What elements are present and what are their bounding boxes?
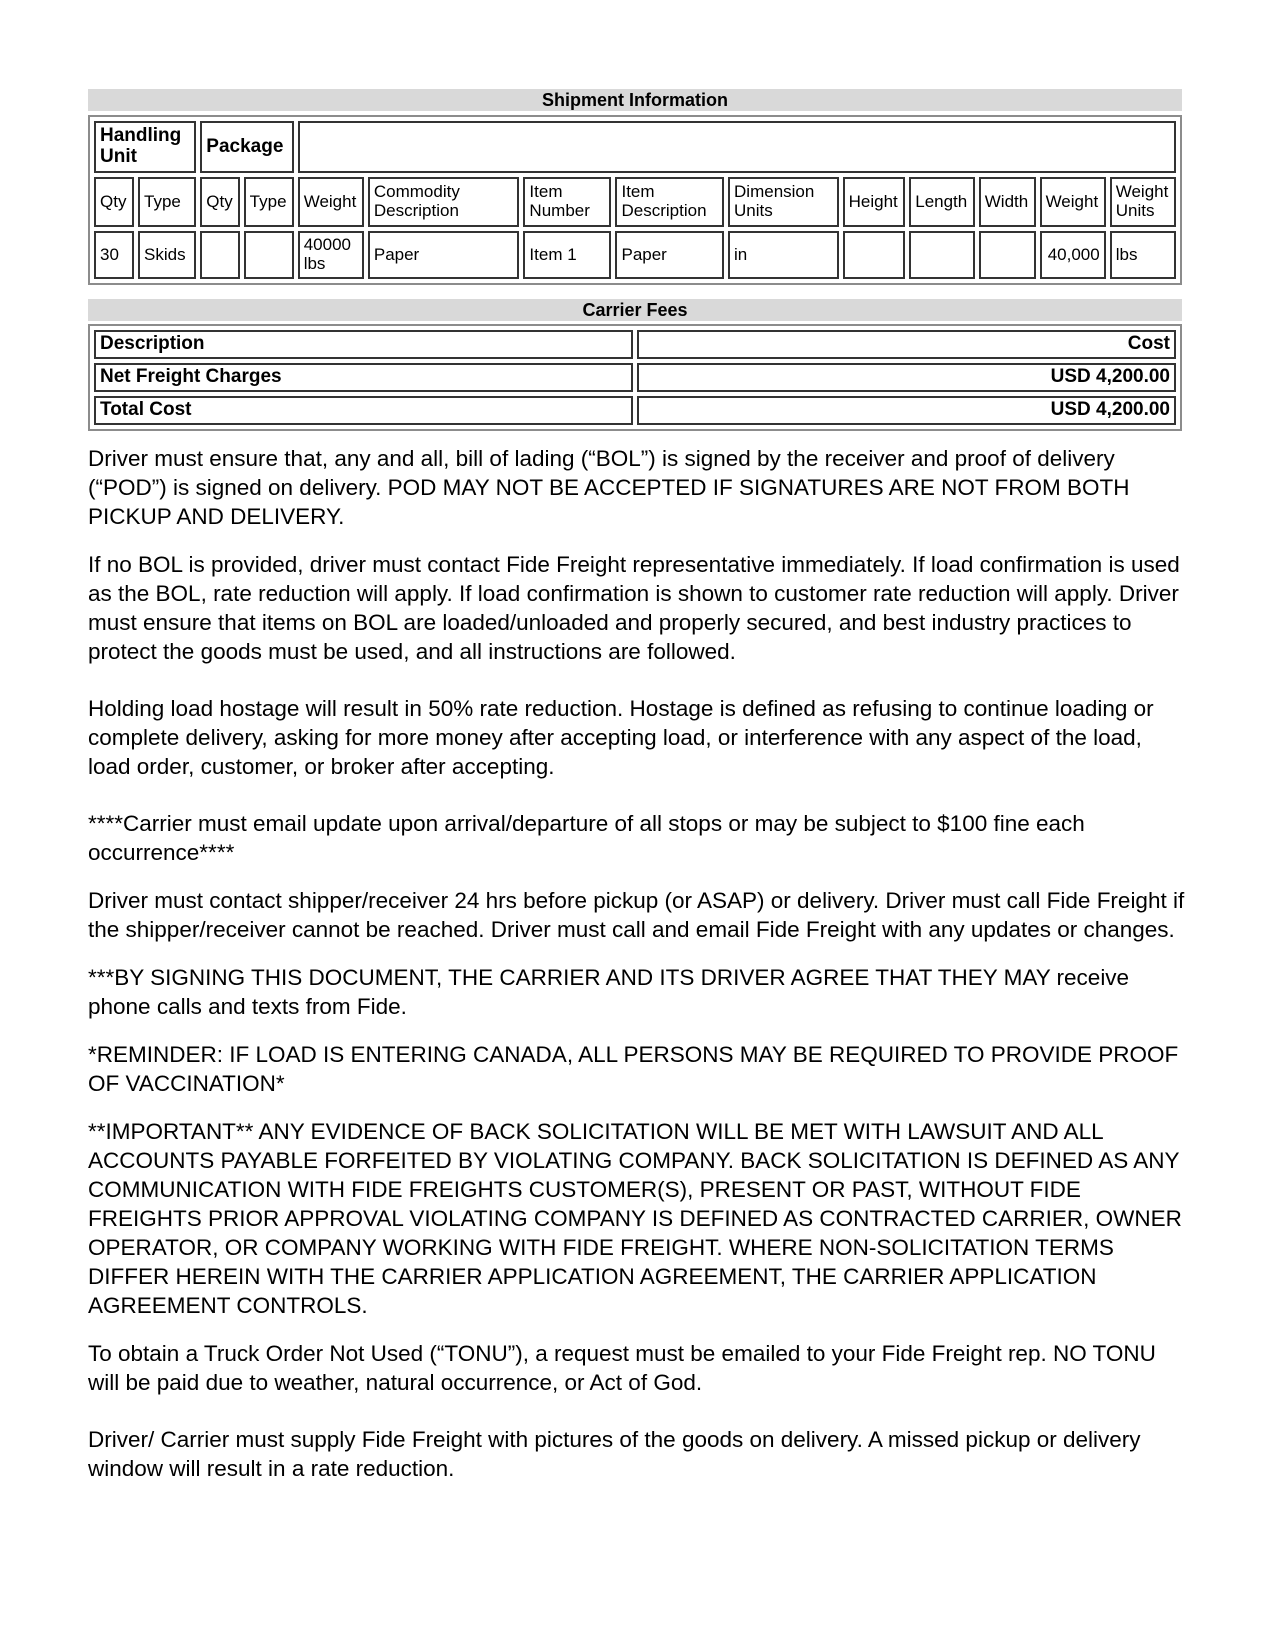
column-header: Weight	[1040, 177, 1106, 227]
terms-paragraph: Driver/ Carrier must supply Fide Freight with pictures of the goods on delivery. A missed pickup or delivery window will result in a rate reduction.	[88, 1427, 1141, 1481]
fee-description: Net Freight Charges	[94, 363, 633, 392]
column-header: Qty	[200, 177, 239, 227]
shipment-information-title: Shipment Information	[88, 89, 1182, 111]
terms-paragraph: To obtain a Truck Order Not Used (“TONU”), a request must be emailed to your Fide Freight rep. NO TONU will be paid due to weather, natural occurrence, or Act of God.	[88, 1341, 1156, 1395]
column-header: Item Description	[615, 177, 724, 227]
column-header: Weight Units	[1110, 177, 1176, 227]
shipment-header-spacer	[298, 121, 1176, 173]
shipment-table	[88, 115, 1182, 285]
column-header: Length	[909, 177, 975, 227]
table-cell	[909, 231, 975, 279]
terms-paragraph: Driver must contact shipper/receiver 24 hrs before pickup (or ASAP) or delivery. Driver must call Fide Freight if the shipper/receiver cannot be reached. Driver must call and email Fide Freight with any updates or changes.	[88, 888, 1185, 942]
terms-paragraph: If no BOL is provided, driver must contact Fide Freight representative immediately. If load confirmation is used as the BOL, rate reduction will apply. If load confirmation is shown to customer rate reduction will apply. Driver must ensure that items on BOL are loaded/unloaded and properly secured, and best industry practices to protect the goods must be used, and all instructions are followed.	[88, 552, 1180, 664]
terms-paragraph: *REMINDER: IF LOAD IS ENTERING CANADA, ALL PERSONS MAY BE REQUIRED TO PROVIDE PROOF OF VACCINATION*	[88, 1042, 1179, 1096]
column-header: Item Number	[523, 177, 611, 227]
fee-cost: USD 4,200.00	[637, 396, 1176, 425]
terms-paragraph: **IMPORTANT** ANY EVIDENCE OF BACK SOLICITATION WILL BE MET WITH LAWSUIT AND ALL ACCOUNTS PAYABLE FORFEITED BY VIOLATING COMPANY. BACK SOLICITATION IS DEFINED AS ANY COMMUNICATION WITH FIDE FREIGHTS CUSTOMER(S), PRESENT OR PAST, WITHOUT FIDE FREIGHTS PRIOR APPROVAL VIOLATING COMPANY IS DEFINED AS CONTRACTED CARRIER, OWNER OPERATOR, OR COMPANY WORKING WITH FIDE FREIGHT. WHERE NON-SOLICITATION TERMS DIFFER HEREIN WITH THE CARRIER APPLICATION AGREEMENT, THE CARRIER APPLICATION AGREEMENT CONTROLS.	[88, 1119, 1182, 1318]
carrier-fees-title: Carrier Fees	[88, 299, 1182, 321]
package-header: Package	[200, 121, 293, 173]
column-header: Width	[979, 177, 1036, 227]
terms-section	[88, 444, 1188, 1502]
column-header: Dimension Units	[728, 177, 839, 227]
terms-paragraph: ****Carrier must email update upon arrival/departure of all stops or may be subject to $100 fine each occurrence****	[88, 811, 1085, 865]
shipment-data-row	[94, 231, 1176, 279]
fees-header-row	[94, 330, 1176, 359]
table-cell	[979, 231, 1036, 279]
fee-cost: USD 4,200.00	[637, 363, 1176, 392]
terms-paragraph: Holding load hostage will result in 50% rate reduction. Hostage is defined as refusing to continue loading or complete delivery, asking for more money after accepting load, or interference with any aspect of the load, load order, customer, or broker after accepting.	[88, 696, 1154, 779]
table-cell	[244, 231, 294, 279]
handling-unit-header: Handling Unit	[94, 121, 196, 173]
table-cell: 30	[94, 231, 134, 279]
column-header: Commodity Description	[368, 177, 520, 227]
column-header: Type	[244, 177, 294, 227]
table-cell: 40000 lbs	[298, 231, 364, 279]
fees-row	[94, 396, 1176, 425]
fees-description-header: Description	[94, 330, 633, 359]
table-cell: in	[728, 231, 839, 279]
column-header: Type	[138, 177, 196, 227]
column-header: Height	[843, 177, 906, 227]
table-cell: Item 1	[523, 231, 611, 279]
carrier-fees-table	[88, 324, 1182, 431]
terms-paragraph: ***BY SIGNING THIS DOCUMENT, THE CARRIER AND ITS DRIVER AGREE THAT THEY MAY receive phone calls and texts from Fide.	[88, 965, 1130, 1019]
fees-cost-header: Cost	[637, 330, 1176, 359]
terms-paragraph: Driver must ensure that, any and all, bill of lading (“BOL”) is signed by the receiver and proof of delivery (“POD”) is signed on delivery. POD MAY NOT BE ACCEPTED IF SIGNATURES ARE NOT FROM BOTH PICKUP AND DELIVERY.	[88, 446, 1130, 529]
shipment-group-header-row	[94, 121, 1176, 173]
shipment-column-header-row	[94, 177, 1176, 227]
table-cell	[843, 231, 906, 279]
fee-description: Total Cost	[94, 396, 633, 425]
table-cell: Paper	[368, 231, 520, 279]
table-cell: lbs	[1110, 231, 1176, 279]
column-header: Qty	[94, 177, 134, 227]
column-header: Weight	[298, 177, 364, 227]
table-cell: Paper	[615, 231, 724, 279]
table-cell: Skids	[138, 231, 196, 279]
table-cell	[200, 231, 239, 279]
table-cell: 40,000	[1040, 231, 1106, 279]
fees-row	[94, 363, 1176, 392]
